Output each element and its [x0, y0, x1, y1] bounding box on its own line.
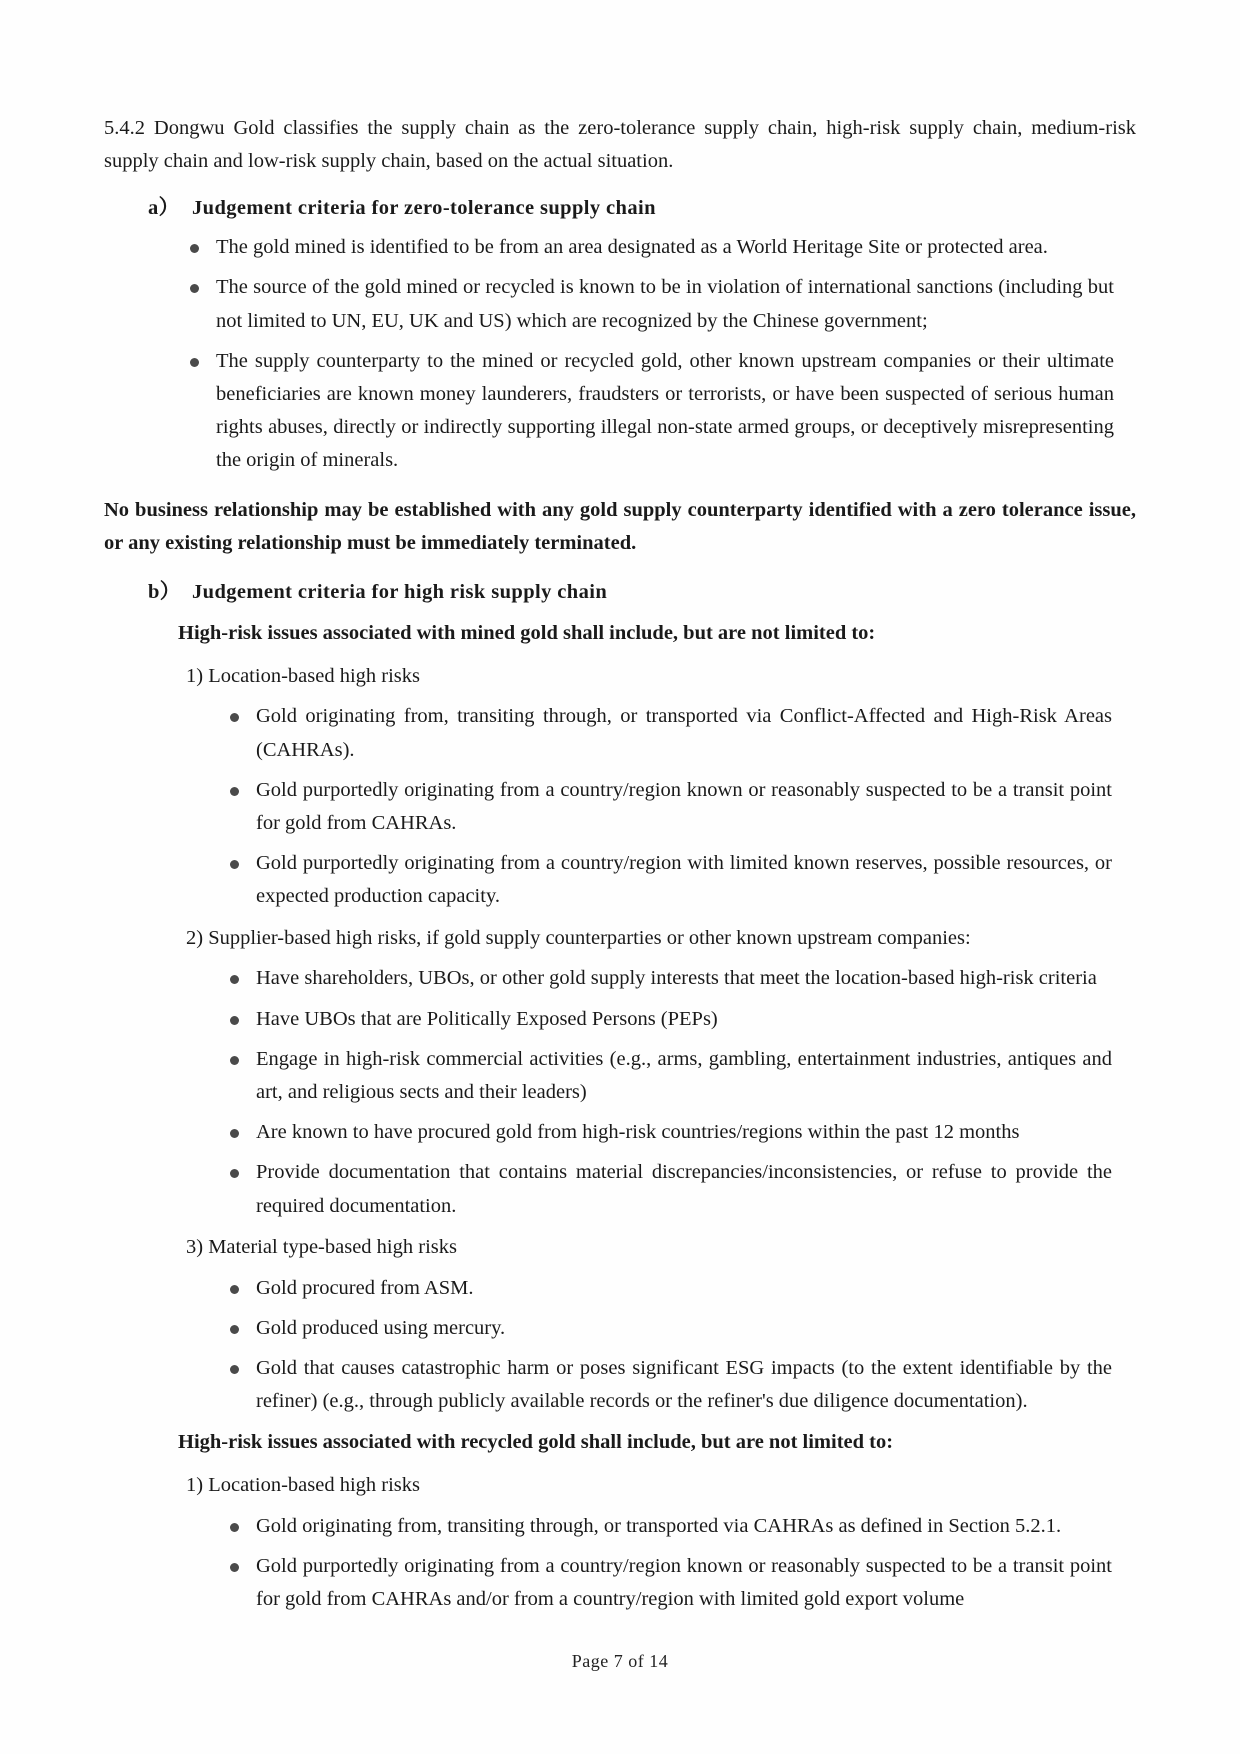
list-item: [184, 271, 1114, 337]
bullet-text: Have UBOs that are Politically Exposed Persons (PEPs): [256, 1007, 718, 1030]
bullet-text: Provide documentation that contains material discrepancies/inconsistencies, or refuse to provide the required documentation.: [256, 1161, 1112, 1217]
mined-group-3-number: 3) Material type-based high risks: [186, 1235, 457, 1258]
section-intro-text: Dongwu Gold classifies the supply chain as the zero-tolerance supply chain, high-risk supply chain, medium-risk supply chain and low-risk supply chain, based on the actual situation.: [104, 117, 1137, 173]
list-item: [224, 1116, 1112, 1149]
list-item: [184, 345, 1114, 478]
list-item: [224, 1550, 1112, 1616]
recycled-gold-heading: High-risk issues associated with recycled gold shall include, but are not limited to:: [178, 1431, 894, 1454]
recycled-group-1-bullets: [224, 1510, 1112, 1617]
bullet-text: The source of the gold mined or recycled is known to be in violation of international sanctions (including but not limited to UN, EU, UK and US) which are recognized by the Chinese government;: [216, 276, 1114, 332]
bullet-text: Have shareholders, UBOs, or other gold supply interests that meet the location-based high-risk criteria: [256, 967, 1097, 990]
item-b-marker: b）: [148, 581, 181, 604]
bullet-text: The supply counterparty to the mined or recycled gold, other known upstream companies or their ultimate beneficiaries are known money launderers, fraudsters or terrorists, or have been suspected of serious human rights abuses, directly or indirectly supporting illegal non-state armed groups, or deceptively misrepresenting the origin of minerals.: [216, 349, 1114, 472]
bullet-text: Gold purportedly originating from a country/region known or reasonably suspected to be a transit point for gold from CAHRAs and/or from a country/region with limited gold export volume: [256, 1555, 1112, 1611]
bullet-text: Gold produced using mercury.: [256, 1316, 506, 1339]
section-number: 5.4.2: [104, 117, 145, 139]
list-item: [224, 1312, 1112, 1345]
list-item: [224, 774, 1112, 840]
item-a-heading: [148, 192, 1136, 225]
item-a-title: Judgement criteria for zero-tolerance supply chain: [192, 197, 656, 220]
item-a-bullet-list: [184, 231, 1114, 477]
bullet-text: The gold mined is identified to be from an area designated as a World Heritage Site or protected area.: [216, 236, 1048, 259]
recycled-group-1-number: 1) Location-based high risks: [186, 1474, 420, 1497]
list-item: [224, 847, 1112, 913]
item-b-title: Judgement criteria for high risk supply chain: [192, 581, 608, 604]
mined-group-1-bullets: [224, 700, 1112, 913]
list-item: [224, 1003, 1112, 1036]
page-footer: Page 7 of 14: [571, 1650, 669, 1671]
mined-group-1-number: 1) Location-based high risks: [186, 664, 420, 687]
bullet-text: Gold purportedly originating from a country/region with limited known reserves, possible resources, or expected production capacity.: [256, 852, 1112, 908]
mined-gold-heading: High-risk issues associated with mined gold shall include, but are not limited to:: [178, 621, 876, 644]
bullet-text: Gold purportedly originating from a country/region known or reasonably suspected to be a transit point for gold from CAHRAs.: [256, 778, 1112, 835]
mined-group-2-number: 2) Supplier-based high risks, if gold supply counterparties or other known upstream companies:: [186, 926, 971, 949]
bullet-text: Are known to have procured gold from high-risk countries/regions within the past 12 months: [256, 1121, 1020, 1144]
bullet-text: Gold originating from, transiting through, or transported via Conflict-Affected and High-Risk Areas (CAHRAs).: [256, 705, 1112, 761]
item-a-marker: a）: [148, 197, 180, 220]
section-intro-paragraph: [104, 112, 1136, 178]
list-item: [224, 1510, 1112, 1543]
list-item: [224, 962, 1112, 995]
zero-tolerance-statement: No business relationship may be established with any gold supply counterparty identified with a zero tolerance issue, or any existing relationship must be immediately terminated.: [104, 498, 1136, 554]
list-item: [224, 700, 1112, 766]
list-item: [184, 231, 1114, 264]
mined-group-2-bullets: [224, 962, 1112, 1222]
bullet-text: Gold originating from, transiting through, or transported via CAHRAs as defined in Section 5.2.1.: [256, 1515, 1062, 1538]
list-item: [224, 1352, 1112, 1418]
mined-group-3-bullets: [224, 1272, 1112, 1419]
list-item: [224, 1156, 1112, 1222]
bullet-text: Engage in high-risk commercial activities (e.g., arms, gambling, entertainment industries, antiques and art, and religious sects and their leaders): [256, 1047, 1112, 1104]
list-item: [224, 1272, 1112, 1305]
list-item: [224, 1043, 1112, 1109]
bullet-text: Gold procured from ASM.: [256, 1276, 474, 1299]
item-b-heading: [148, 576, 1136, 609]
bullet-text: Gold that causes catastrophic harm or poses significant ESG impacts (to the extent identifiable by the refiner) (e.g., through publicly available records or the refiner's due diligence documentation).: [256, 1357, 1112, 1413]
